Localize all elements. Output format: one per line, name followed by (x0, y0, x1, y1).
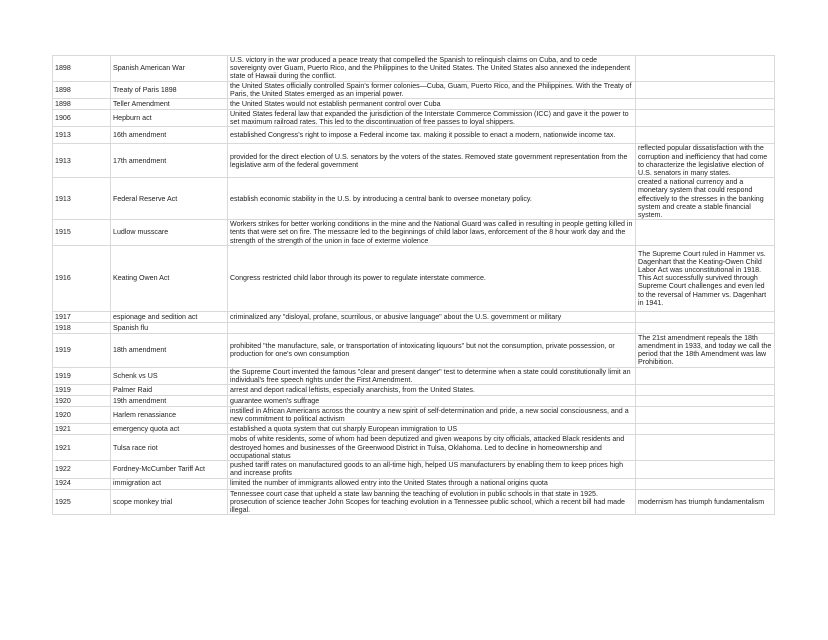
note-cell[interactable]: modernism has triumph fundamentalism (636, 489, 775, 515)
year-cell[interactable]: 1924 (53, 478, 111, 489)
description-cell[interactable]: the United States officially controlled Spain's former colonies—Cuba, Guam, Puerto Rico, and the Philippines. With the Treaty of Paris, the United States emerged as an imperial power. (228, 81, 636, 98)
year-cell[interactable]: 1921 (53, 435, 111, 461)
table-row (53, 178, 775, 220)
note-cell[interactable]: reflected popular dissatisfaction with the corruption and inefficiency that had come to characterize the legislative election of U.S. senators in many states. (636, 144, 775, 178)
event-name-cell[interactable]: immigration act (111, 478, 228, 489)
event-name-cell[interactable]: Spanish American War (111, 56, 228, 82)
table-row (53, 311, 775, 322)
table-row (53, 81, 775, 98)
note-cell[interactable] (636, 220, 775, 246)
note-cell[interactable] (636, 435, 775, 461)
table-row (53, 333, 775, 367)
event-name-cell[interactable]: Schenk vs US (111, 367, 228, 384)
year-cell[interactable]: 1913 (53, 127, 111, 144)
event-name-cell[interactable]: Ludlow musscare (111, 220, 228, 246)
description-cell[interactable]: instilled in African Americans across the country a new spirit of self-determination and pride, a new social consciousness, and a new commitment to political activism (228, 407, 636, 424)
table-row (53, 322, 775, 333)
table-row (53, 99, 775, 110)
note-cell[interactable]: The Supreme Court ruled in Hammer vs. Dagenhart that the Keating-Owen Child Labor Act was unconstitutional in 1918. This Act successfully survived through Supreme Court challenges and even led to the reversal of Hammer vs. Dagenhart in 1941. (636, 245, 775, 311)
description-cell[interactable]: established Congress's right to impose a Federal income tax. making it possible to enact a modern, nationwide income tax. (228, 127, 636, 144)
note-cell[interactable] (636, 385, 775, 396)
event-name-cell[interactable]: scope monkey trial (111, 489, 228, 515)
year-cell[interactable]: 1919 (53, 385, 111, 396)
note-cell[interactable] (636, 396, 775, 407)
event-name-cell[interactable]: Federal Reserve Act (111, 178, 228, 220)
table-row (53, 461, 775, 478)
table-row (53, 220, 775, 246)
event-name-cell[interactable]: Tulsa race riot (111, 435, 228, 461)
table-row (53, 435, 775, 461)
description-cell[interactable]: the United States would not establish permanent control over Cuba (228, 99, 636, 110)
description-cell[interactable]: the Supreme Court invented the famous "clear and present danger" test to determine when a state could constitutionally limit an individual's free speech rights under the First Amendment. (228, 367, 636, 384)
year-cell[interactable]: 1925 (53, 489, 111, 515)
year-cell[interactable]: 1920 (53, 407, 111, 424)
note-cell[interactable] (636, 367, 775, 384)
table-row (53, 367, 775, 384)
year-cell[interactable]: 1917 (53, 311, 111, 322)
year-cell[interactable]: 1898 (53, 56, 111, 82)
year-cell[interactable]: 1913 (53, 178, 111, 220)
description-cell[interactable]: Workers strikes for better working conditions in the mine and the National Guard was called in resulting in people getting killed in tents that were set on fire. The messacre led to the beginnings of child labor laws, enforcement of the 8 hour work day and the strength of the strength of the union in face of exterme violence (228, 220, 636, 246)
description-cell[interactable]: provided for the direct election of U.S. senators by the voters of the states. Removed state government representation from the legislative arm of the federal government (228, 144, 636, 178)
table-body (53, 56, 775, 515)
year-cell[interactable]: 1922 (53, 461, 111, 478)
description-cell[interactable]: prohibited "the manufacture, sale, or transportation of intoxicating liquours" but not the consumption, private possession, or production for one's own consumption (228, 333, 636, 367)
year-cell[interactable]: 1919 (53, 367, 111, 384)
year-cell[interactable]: 1916 (53, 245, 111, 311)
year-cell[interactable]: 1919 (53, 333, 111, 367)
event-name-cell[interactable]: Spanish flu (111, 322, 228, 333)
description-cell[interactable]: arrest and deport radical leftists, especially anarchists, from the United States. (228, 385, 636, 396)
description-cell[interactable]: U.S. victory in the war produced a peace treaty that compelled the Spanish to relinquish claims on Cuba, and to cede sovereignty over Guam, Puerto Rico, and the Philippines to the United States. The United States also annexed the independent state of Hawaii during the conflict. (228, 56, 636, 82)
table-row (53, 110, 775, 127)
note-cell[interactable]: The 21st amendment repeals the 18th amendment in 1933, and today we call the period that the 18th Amendment was law Prohibition. (636, 333, 775, 367)
description-cell[interactable]: established a quota system that cut sharply European immigration to US (228, 424, 636, 435)
year-cell[interactable]: 1915 (53, 220, 111, 246)
table-row (53, 478, 775, 489)
description-cell[interactable]: guarantee women's suffrage (228, 396, 636, 407)
table-row (53, 407, 775, 424)
description-cell[interactable]: limited the number of immigrants allowed entry into the United States through a national origins quota (228, 478, 636, 489)
note-cell[interactable] (636, 461, 775, 478)
table-row (53, 144, 775, 178)
note-cell[interactable] (636, 56, 775, 82)
event-name-cell[interactable]: espionage and sedition act (111, 311, 228, 322)
note-cell[interactable] (636, 407, 775, 424)
table-row (53, 127, 775, 144)
table-row (53, 489, 775, 515)
note-cell[interactable] (636, 81, 775, 98)
description-cell[interactable] (228, 322, 636, 333)
description-cell[interactable]: establish economic stability in the U.S. by introducing a central bank to oversee monetary policy. (228, 178, 636, 220)
note-cell[interactable] (636, 424, 775, 435)
event-name-cell[interactable]: Teller Amendment (111, 99, 228, 110)
description-cell[interactable]: pushed tariff rates on manufactured goods to an all-time high, helped US manufacturers by enabling them to keep prices high and increase profits (228, 461, 636, 478)
description-cell[interactable]: criminalized any "disloyal, profane, scurrilous, or abusive language" about the U.S. government or military (228, 311, 636, 322)
event-name-cell[interactable]: 16th amendment (111, 127, 228, 144)
event-name-cell[interactable]: Harlem renassiance (111, 407, 228, 424)
year-cell[interactable]: 1898 (53, 81, 111, 98)
event-name-cell[interactable]: Palmer Raid (111, 385, 228, 396)
event-name-cell[interactable]: Treaty of Paris 1898 (111, 81, 228, 98)
note-cell[interactable]: created a national currency and a monetary system that could respond effectively to the stresses in the banking system and create a stable financial system. (636, 178, 775, 220)
event-name-cell[interactable]: 17th amendment (111, 144, 228, 178)
year-cell[interactable]: 1921 (53, 424, 111, 435)
description-cell[interactable]: United States federal law that expanded the jurisdiction of the Interstate Commerce Commission (ICC) and gave it the power to set maximum railroad rates. This led to the discontinuation of free passes to loyal shippers. (228, 110, 636, 127)
event-name-cell[interactable]: 19th amendment (111, 396, 228, 407)
note-cell[interactable] (636, 322, 775, 333)
table-row (53, 245, 775, 311)
table-row (53, 396, 775, 407)
year-cell[interactable]: 1918 (53, 322, 111, 333)
events-table (52, 55, 775, 515)
event-name-cell[interactable]: emergency quota act (111, 424, 228, 435)
year-cell[interactable]: 1913 (53, 144, 111, 178)
table-row (53, 385, 775, 396)
year-cell[interactable]: 1906 (53, 110, 111, 127)
year-cell[interactable]: 1898 (53, 99, 111, 110)
event-name-cell[interactable]: 18th amendment (111, 333, 228, 367)
note-cell[interactable] (636, 110, 775, 127)
note-cell[interactable] (636, 311, 775, 322)
year-cell[interactable]: 1920 (53, 396, 111, 407)
spreadsheet (52, 55, 774, 515)
description-cell[interactable]: Congress restricted child labor through its power to regulate interstate commerce. (228, 245, 636, 311)
event-name-cell[interactable]: Keating Owen Act (111, 245, 228, 311)
note-cell[interactable] (636, 478, 775, 489)
table-row (53, 424, 775, 435)
table-row (53, 56, 775, 82)
note-cell[interactable] (636, 127, 775, 144)
event-name-cell[interactable]: Hepburn act (111, 110, 228, 127)
event-name-cell[interactable]: Fordney-McCumber Tariff Act (111, 461, 228, 478)
description-cell[interactable]: Tennessee court case that upheld a state law banning the teaching of evolution in public schools in that state in 1925. prosecution of science teacher John Scopes for teaching evolution in a Tennessee public school, which a recent bill had made illegal. (228, 489, 636, 515)
description-cell[interactable]: mobs of white residents, some of whom had been deputized and given weapons by city officials, attacked Black residents and destroyed homes and businesses of the Greenwood District in Tulsa, Oklahoma. Led to decline in homeownership and occupational status (228, 435, 636, 461)
note-cell[interactable] (636, 99, 775, 110)
